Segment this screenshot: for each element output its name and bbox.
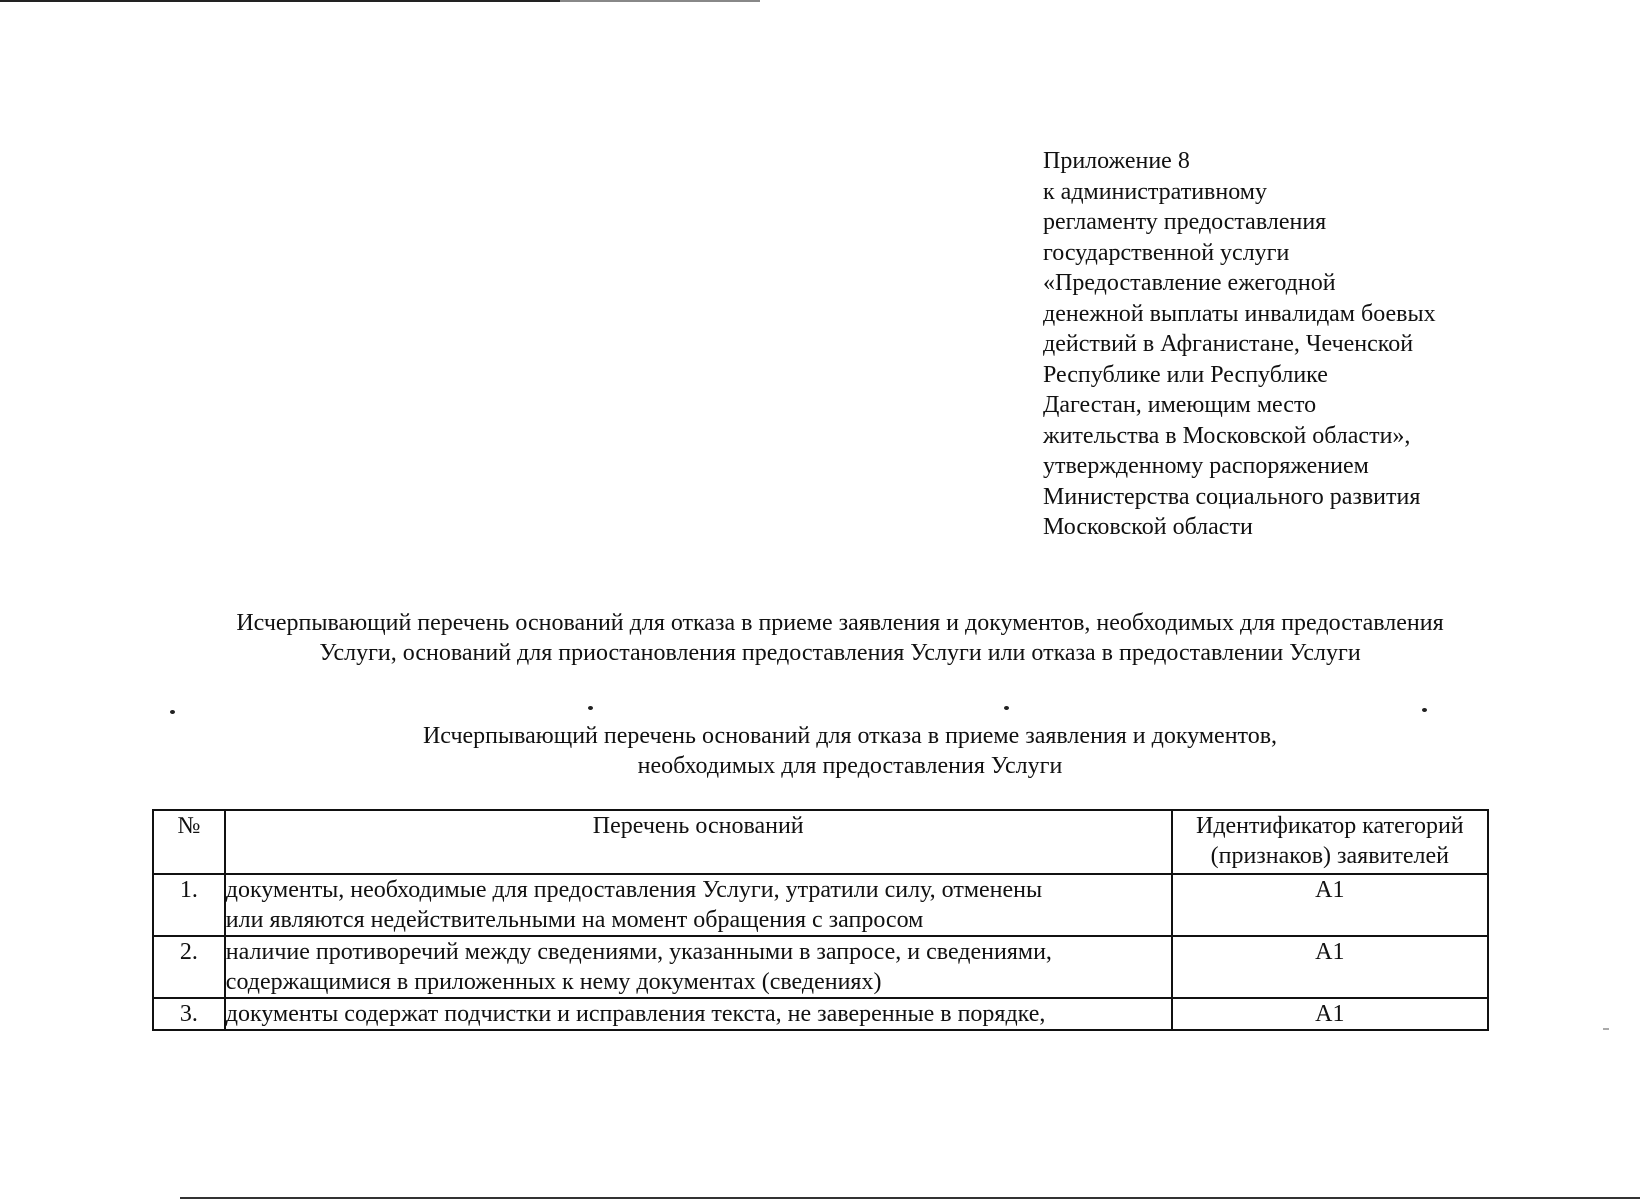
row-ground-text bbox=[225, 874, 1172, 936]
header-number: № bbox=[153, 810, 225, 874]
row-category-id: А1 bbox=[1172, 936, 1488, 998]
section-subheading bbox=[160, 721, 1540, 781]
header-id-line-2: (признаков) заявителей bbox=[1210, 843, 1450, 869]
header-grounds-list: Перечень оснований bbox=[225, 810, 1172, 874]
appendix-line: Дагестан, имеющим место bbox=[1043, 392, 1317, 418]
row-category-id: А1 bbox=[1172, 874, 1488, 936]
appendix-line: Министерства социального развития bbox=[1043, 483, 1421, 510]
appendix-line: «Предоставление ежегодной bbox=[1043, 270, 1336, 296]
appendix-line: утвержденному распоряжением bbox=[1043, 453, 1369, 479]
row-number: 1. bbox=[153, 874, 225, 936]
row-ground-text bbox=[225, 936, 1172, 998]
row-text-line: или являются недействительными на момент обращения с запросом bbox=[225, 907, 924, 933]
main-heading-line-2: Услуги, оснований для приостановления предоставления Услуги или отказа в предоставлении Услуги bbox=[319, 640, 1361, 666]
scan-edge-bottom bbox=[180, 1197, 1640, 1199]
document-main-heading bbox=[120, 608, 1560, 668]
main-heading-line-1: Исчерпывающий перечень оснований для отказа в приеме заявления и документов, необходимых для предоставления bbox=[236, 610, 1444, 636]
sub-heading-line-1: Исчерпывающий перечень оснований для отказа в приеме заявления и документов, bbox=[422, 723, 1278, 749]
scan-speck bbox=[1603, 1028, 1609, 1030]
appendix-line: денежной выплаты инвалидам боевых bbox=[1043, 300, 1436, 327]
appendix-reference-block bbox=[1043, 146, 1523, 543]
scan-edge-top bbox=[0, 0, 1640, 2]
row-text-line: документы, необходимые для предоставления Услуги, утратили силу, отменены bbox=[225, 877, 1043, 903]
sub-heading-line-2: необходимых для предоставления Услуги bbox=[637, 753, 1063, 779]
appendix-line: Приложение 8 bbox=[1043, 148, 1190, 174]
scan-speck bbox=[588, 706, 593, 710]
scan-speck bbox=[1422, 708, 1427, 712]
row-text-line: содержащимися в приложенных к нему документах (сведениях) bbox=[225, 969, 882, 995]
row-text-line: документы содержат подчистки и исправления текста, не заверенные в порядке, bbox=[225, 1001, 1046, 1027]
appendix-line: Республике или Республике bbox=[1043, 361, 1328, 388]
row-category-id bbox=[1172, 998, 1488, 1030]
appendix-line: жительства в Московской области», bbox=[1043, 422, 1411, 449]
row-ground-text bbox=[225, 998, 1172, 1030]
row-number: 2. bbox=[153, 936, 225, 998]
table-row bbox=[153, 936, 1488, 998]
grounds-table bbox=[152, 809, 1489, 1031]
scan-speck bbox=[1004, 706, 1009, 710]
header-applicant-category-id bbox=[1172, 810, 1488, 874]
appendix-line: регламенту предоставления bbox=[1043, 209, 1327, 235]
row-category-id-clip: А1 bbox=[1315, 1001, 1345, 1027]
row-text-line: наличие противоречий между сведениями, указанными в запросе, и сведениями, bbox=[225, 939, 1052, 965]
appendix-line: к административному bbox=[1043, 178, 1267, 205]
row-number bbox=[153, 998, 225, 1030]
row-number-clip: 3. bbox=[179, 1001, 198, 1027]
table-header-row bbox=[153, 810, 1488, 874]
appendix-line: Московской области bbox=[1043, 514, 1253, 540]
table-row bbox=[153, 874, 1488, 936]
scan-speck bbox=[170, 710, 175, 714]
appendix-line: действий в Афганистане, Чеченской bbox=[1043, 331, 1414, 357]
table-row bbox=[153, 998, 1488, 1030]
header-id-line-1: Идентификатор категорий bbox=[1195, 813, 1464, 839]
appendix-line: государственной услуги bbox=[1043, 239, 1290, 266]
